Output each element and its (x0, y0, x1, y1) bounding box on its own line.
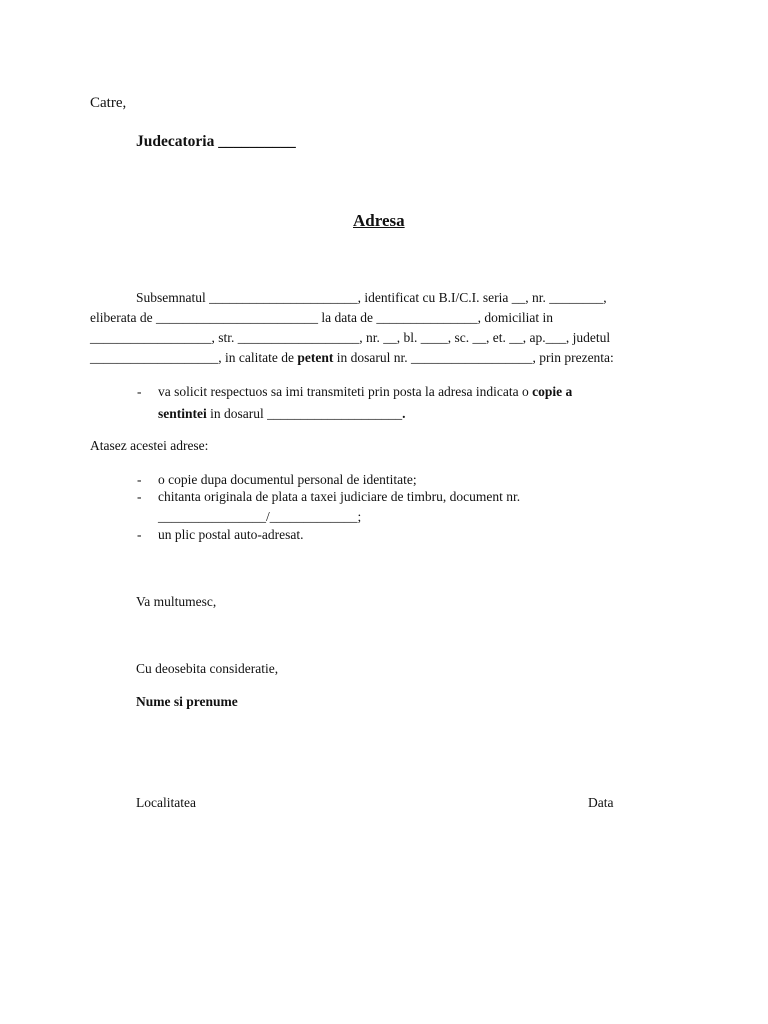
request-text-2: in dosarul ____________________ (206, 406, 403, 421)
attachment-dash-2: - (137, 489, 142, 504)
attachment-dash-3: - (137, 527, 142, 542)
intro-line-4-end: in dosarul nr. __________________, prin prezenta: (333, 350, 614, 365)
regards-text: Cu deosebita consideratie, (136, 661, 279, 676)
request-period: . (402, 406, 406, 421)
intro-line-3: __________________, str. __________________, nr. __, bl. ____, sc. __, et. __, ap.___, judetul (90, 330, 611, 345)
request-text-1: va solicit respectuos sa imi transmiteti prin posta la adresa indicata o (158, 384, 533, 399)
thanks-text: Va multumesc, (136, 594, 217, 609)
intro-line-4 (90, 348, 665, 368)
court-name: Judecatoria __________ (136, 133, 296, 150)
petent-label: petent (297, 350, 334, 365)
intro-line-1: Subsemnatul ______________________, identificat cu B.I/C.I. seria __, nr. ________, (136, 290, 607, 305)
attachment-item-3: un plic postal auto-adresat. (158, 527, 304, 542)
copie-label: copie a (532, 384, 573, 399)
request-dash: - (137, 384, 142, 399)
signature-name-label: Nume si prenume (136, 694, 238, 709)
intro-line-4-start: ___________________, in calitate de (90, 350, 298, 365)
document-title: Adresa (353, 211, 405, 230)
intro-line-2: eliberata de ________________________ la data de _______________, domiciliat in (90, 310, 554, 325)
attachments-heading: Atasez acestei adrese: (90, 438, 209, 453)
attachment-item-2: chitanta originala de plata a taxei judiciare de timbru, document nr. (158, 489, 521, 504)
locality-label: Localitatea (136, 795, 196, 810)
date-label: Data (588, 795, 614, 810)
attachment-item-2-cont: ________________/_____________; (158, 509, 362, 524)
sentintei-label: sentintei (158, 406, 207, 421)
request-line-2 (158, 406, 406, 422)
request-line-1 (158, 384, 572, 400)
attachment-item-1: o copie dupa documentul personal de identitate; (158, 472, 417, 487)
addressee-label: Catre, (90, 95, 127, 111)
attachment-dash-1: - (137, 472, 142, 487)
